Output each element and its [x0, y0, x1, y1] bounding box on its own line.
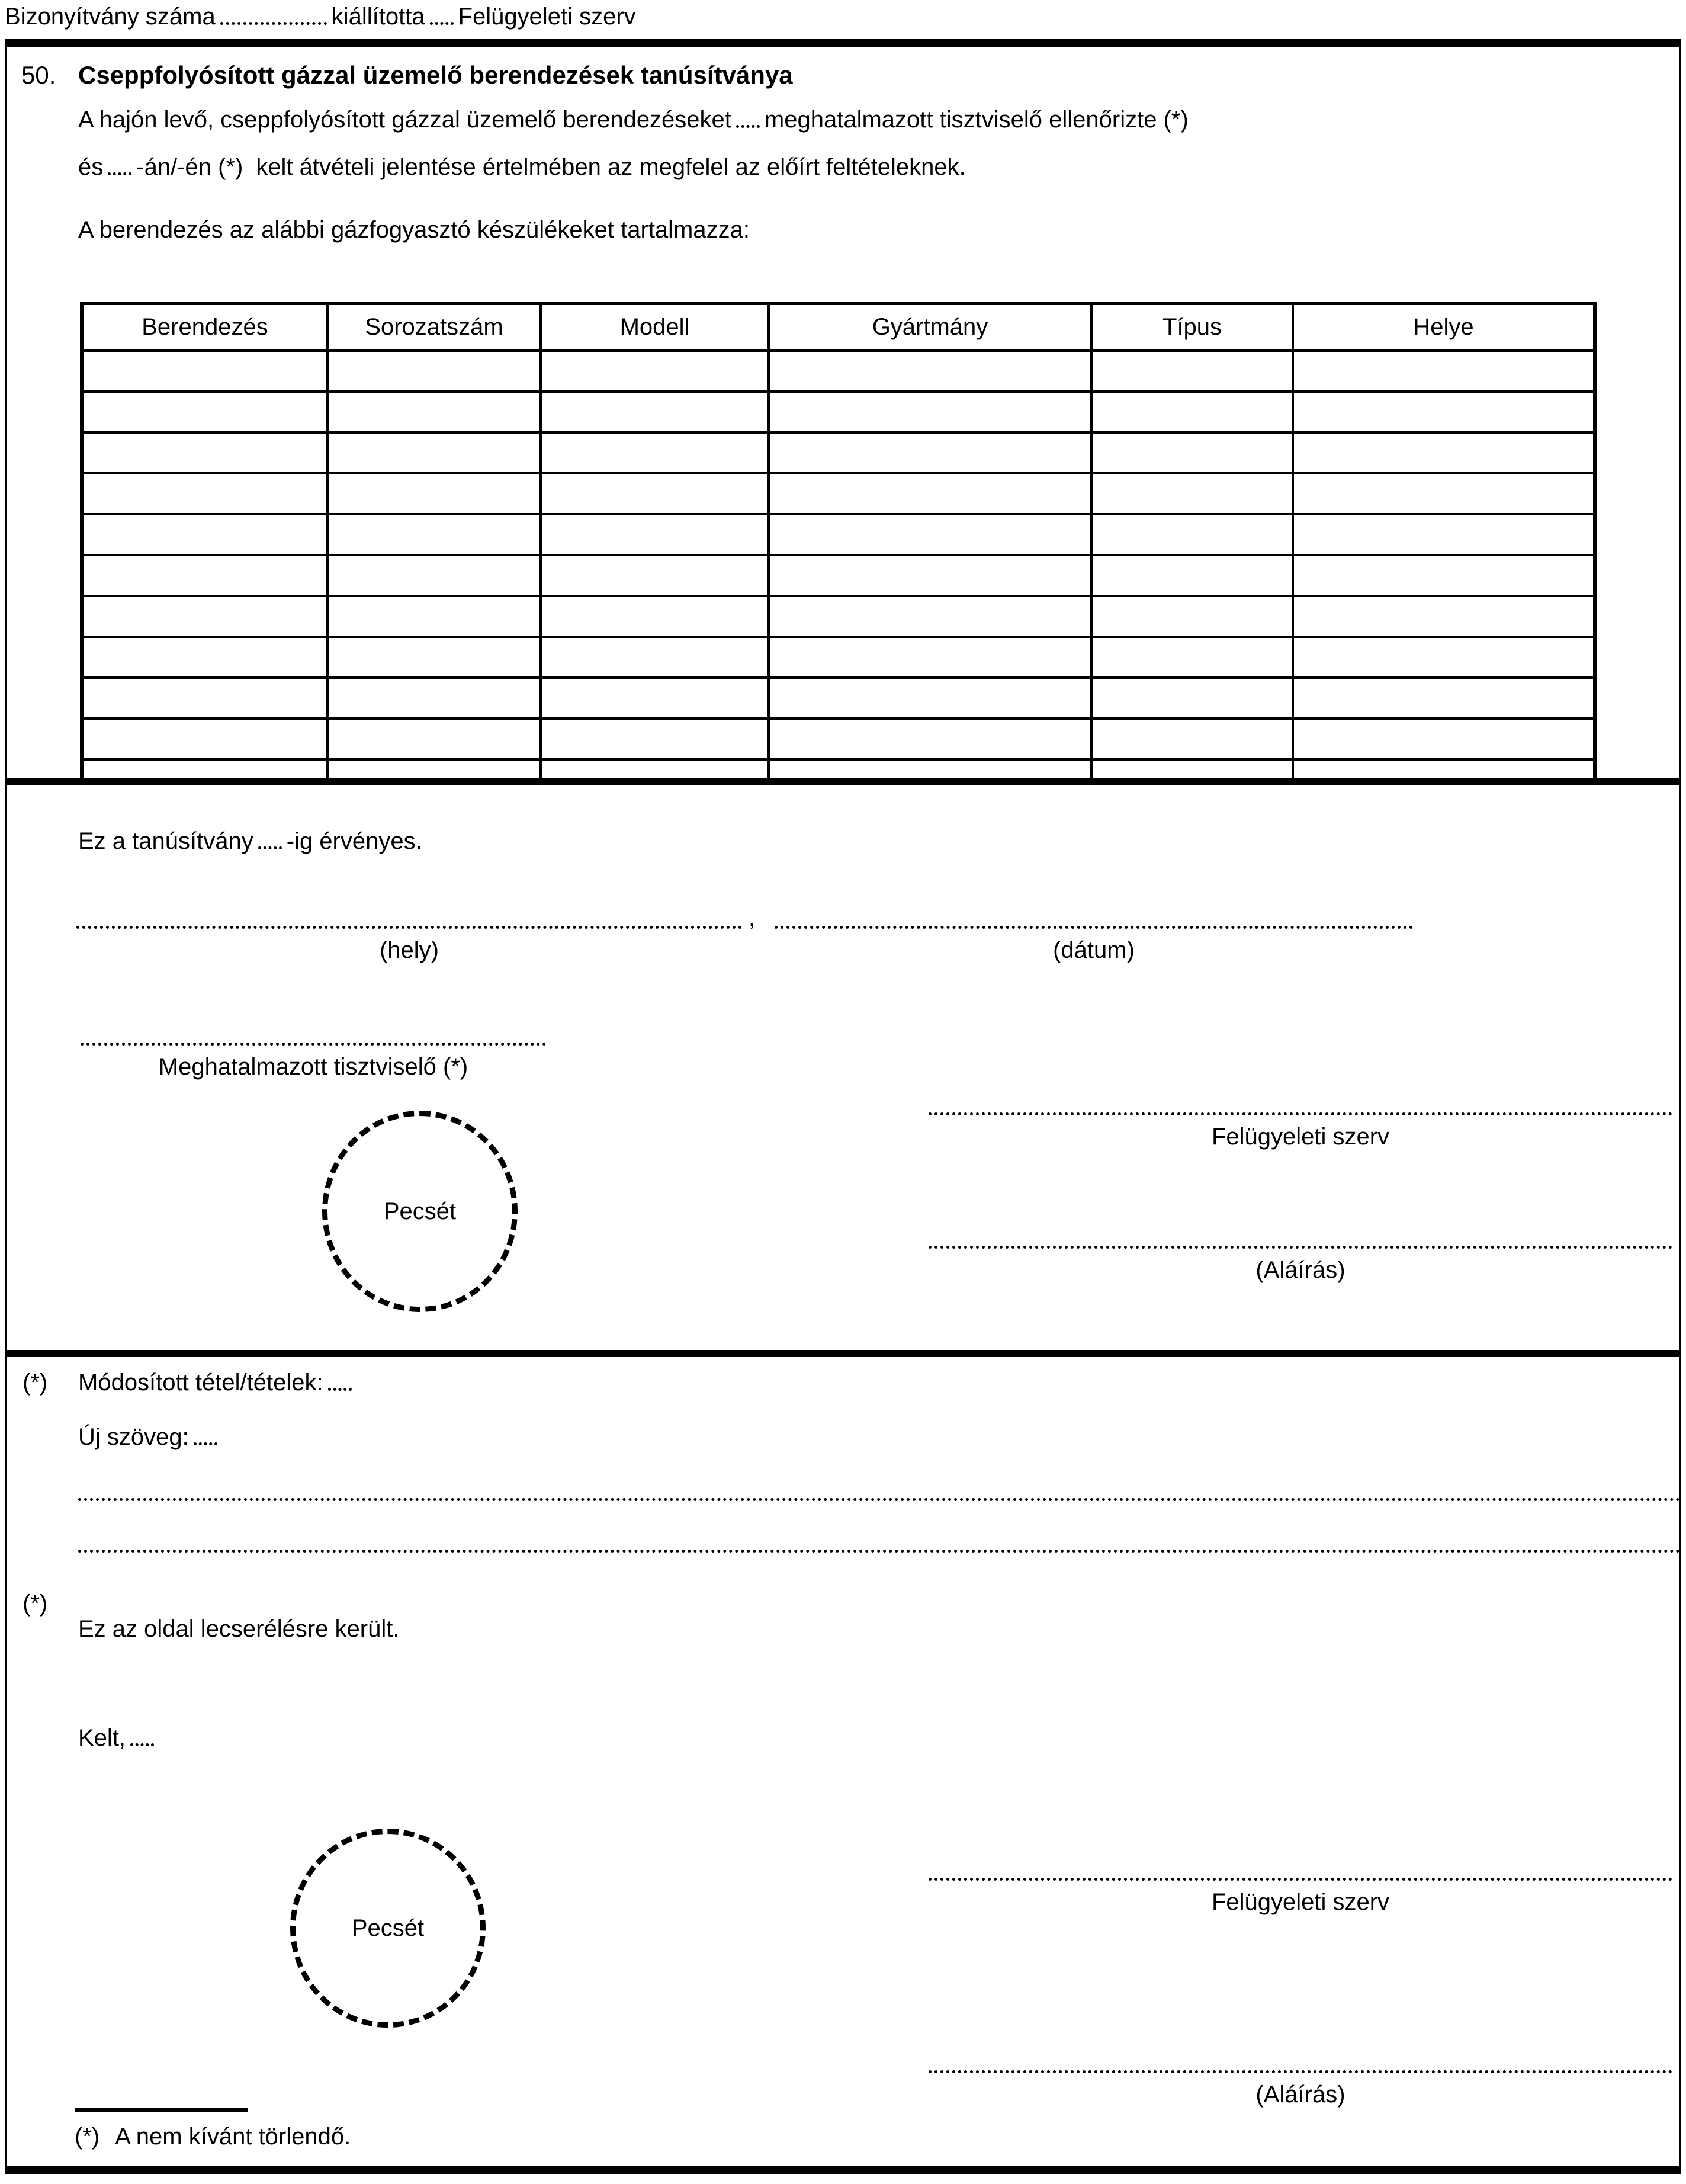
- new-text-blank-line-3: [78, 1550, 1681, 1553]
- table-cell: [1293, 555, 1595, 596]
- table-cell: [327, 514, 541, 555]
- dated-line: [78, 1725, 737, 1752]
- table-cell: [1091, 678, 1293, 719]
- table-cell: [769, 473, 1091, 514]
- signature-block-2: [929, 2070, 1672, 2108]
- validity-text-end: -ig érvényes.: [286, 828, 422, 854]
- table-cell: [769, 719, 1091, 759]
- paragraph-1-text-end: meghatalmazott tisztviselő ellenőrizte (*): [764, 107, 1189, 133]
- table-row: [82, 514, 1595, 555]
- supervisory-body-block-2: [929, 1878, 1672, 1916]
- table-cell: [541, 514, 769, 555]
- table-cell: [1293, 392, 1595, 432]
- table-cell: [1091, 473, 1293, 514]
- stamp-label-2: Pecsét: [351, 1914, 425, 1941]
- amendment-marker-2: (*): [23, 1590, 48, 1617]
- equipment-table-header-1: Sorozatszám: [327, 303, 541, 351]
- table-cell: [82, 555, 327, 596]
- issued-by-label: kiállította: [331, 4, 425, 30]
- table-cell: [82, 432, 327, 473]
- table-cell: [1091, 596, 1293, 637]
- table-cell: [769, 637, 1091, 678]
- table-cell: [1091, 637, 1293, 678]
- table-cell: [769, 678, 1091, 719]
- table-cell: [541, 351, 769, 392]
- table-cell: [327, 432, 541, 473]
- place-block: [76, 926, 742, 964]
- validity-date-blank: [258, 846, 282, 849]
- supervisory-body-label-top: Felügyeleti szerv: [458, 4, 636, 30]
- paragraph-2-blank: [108, 172, 131, 175]
- table-cell: [541, 432, 769, 473]
- certificate-number-label: Bizonyítvány száma: [5, 4, 216, 30]
- supervisory-body-block-1: [929, 1112, 1672, 1150]
- table-cell: [1091, 719, 1293, 759]
- table-cell: [82, 473, 327, 514]
- authorized-officer-block: [81, 1043, 546, 1080]
- stamp-circle-2: [290, 1829, 486, 2028]
- paragraph-3: A berendezés az alábbi gázfogyasztó készülékeket tartalmazza:: [78, 217, 750, 243]
- table-cell: [327, 596, 541, 637]
- new-text-blank: [194, 1442, 217, 1445]
- new-text-line: [78, 1424, 1681, 1451]
- equipment-table-header-0: Berendezés: [82, 303, 327, 351]
- paragraph-2-text: és: [78, 154, 104, 180]
- table-cell: [82, 514, 327, 555]
- table-cell: [82, 351, 327, 392]
- table-cell: [327, 392, 541, 432]
- place-date-separator: ,: [749, 905, 756, 931]
- table-cell: [327, 473, 541, 514]
- section-divider-2: [5, 1350, 1681, 1357]
- signature-block-1: [929, 1246, 1672, 1284]
- date-block: [775, 926, 1413, 964]
- equipment-table-body: [82, 351, 1595, 784]
- item-number: 50.: [21, 61, 56, 89]
- paragraph-2-suffix: -án/-én (*): [136, 154, 243, 180]
- modified-items-blank: [328, 1388, 352, 1391]
- table-row: [82, 678, 1595, 719]
- stamp-circle-1: [322, 1111, 518, 1312]
- table-row: [82, 596, 1595, 637]
- new-text-label: Új szöveg:: [78, 1424, 189, 1450]
- dated-blank: [130, 1743, 154, 1746]
- amendment-marker-1: (*): [23, 1370, 48, 1396]
- table-cell: [541, 596, 769, 637]
- table-cell: [769, 596, 1091, 637]
- equipment-table-header-4: Típus: [1091, 303, 1293, 351]
- supervisory-body-label-2: Felügyeleti szerv: [1211, 1889, 1390, 1915]
- place-label: (hely): [379, 937, 439, 963]
- table-row: [82, 473, 1595, 514]
- table-row: [82, 719, 1595, 759]
- paragraph-1: [78, 107, 1681, 133]
- footnote-line: [75, 2124, 548, 2150]
- section-divider-1: [5, 778, 1681, 785]
- footnote-marker: (*): [75, 2124, 100, 2150]
- validity-line: [78, 828, 1476, 855]
- table-cell: [327, 719, 541, 759]
- table-cell: [1293, 514, 1595, 555]
- table-cell: [1293, 473, 1595, 514]
- table-cell: [82, 596, 327, 637]
- table-cell: [541, 678, 769, 719]
- paragraph-1-blank: [736, 125, 760, 128]
- table-cell: [1091, 555, 1293, 596]
- table-cell: [82, 678, 327, 719]
- table-cell: [541, 555, 769, 596]
- table-cell: [769, 392, 1091, 432]
- table-cell: [1293, 432, 1595, 473]
- table-cell: [327, 637, 541, 678]
- table-cell: [327, 351, 541, 392]
- authorized-officer-label: Meghatalmazott tisztviselő (*): [158, 1054, 468, 1080]
- table-cell: [82, 719, 327, 759]
- table-cell: [82, 392, 327, 432]
- validity-text: Ez a tanúsítvány: [78, 828, 253, 854]
- table-row: [82, 555, 1595, 596]
- table-cell: [769, 555, 1091, 596]
- paragraph-2-text-end: kelt átvételi jelentése értelmében az megfelel az előírt feltételeknek.: [256, 154, 966, 180]
- table-row: [82, 637, 1595, 678]
- table-cell: [1293, 596, 1595, 637]
- table-cell: [82, 637, 327, 678]
- table-cell: [541, 473, 769, 514]
- table-cell: [1091, 351, 1293, 392]
- dated-label: Kelt,: [78, 1725, 126, 1751]
- table-cell: [1293, 637, 1595, 678]
- table-cell: [1293, 719, 1595, 759]
- table-row: [82, 351, 1595, 392]
- footnote-rule: [75, 2108, 248, 2112]
- page-header-line: [5, 4, 1681, 30]
- modified-items-label: Módosított tétel/tételek:: [78, 1370, 323, 1396]
- supervisory-body-label-1: Felügyeleti szerv: [1211, 1124, 1390, 1150]
- table-cell: [327, 555, 541, 596]
- footnote-text: A nem kívánt törlendő.: [115, 2124, 351, 2150]
- equipment-table-header-row: [82, 303, 1595, 351]
- table-cell: [1091, 432, 1293, 473]
- page-replaced-text: Ez az oldal lecserélésre került.: [78, 1616, 400, 1642]
- table-row: [82, 392, 1595, 432]
- table-cell: [541, 719, 769, 759]
- modified-items-line: [78, 1370, 1203, 1396]
- equipment-table-header-2: Modell: [541, 303, 769, 351]
- table-cell: [1091, 514, 1293, 555]
- table-cell: [769, 514, 1091, 555]
- new-text-blank-line-2: [78, 1498, 1681, 1501]
- page-title: Cseppfolyósított gázzal üzemelő berendezések tanúsítványa: [78, 61, 793, 89]
- table-cell: [769, 351, 1091, 392]
- table-cell: [1091, 392, 1293, 432]
- certificate-number-blank: [220, 22, 327, 25]
- table-cell: [769, 432, 1091, 473]
- table-cell: [327, 678, 541, 719]
- table-cell: [1293, 351, 1595, 392]
- date-label: (dátum): [1053, 937, 1135, 963]
- table-cell: [541, 637, 769, 678]
- signature-label-1: (Aláírás): [1255, 1257, 1345, 1283]
- stamp-label-1: Pecsét: [383, 1198, 457, 1224]
- equipment-table: [80, 302, 1597, 785]
- signature-label-2: (Aláírás): [1255, 2082, 1345, 2108]
- table-row: [82, 432, 1595, 473]
- equipment-table-header-3: Gyártmány: [769, 303, 1091, 351]
- table-cell: [541, 392, 769, 432]
- paragraph-2: [78, 154, 1681, 181]
- table-cell: [1293, 678, 1595, 719]
- issued-by-blank: [430, 22, 454, 25]
- paragraph-1-text: A hajón levő, cseppfolyósított gázzal üzemelő berendezéseket: [78, 107, 731, 133]
- equipment-table-header-5: Helye: [1293, 303, 1595, 351]
